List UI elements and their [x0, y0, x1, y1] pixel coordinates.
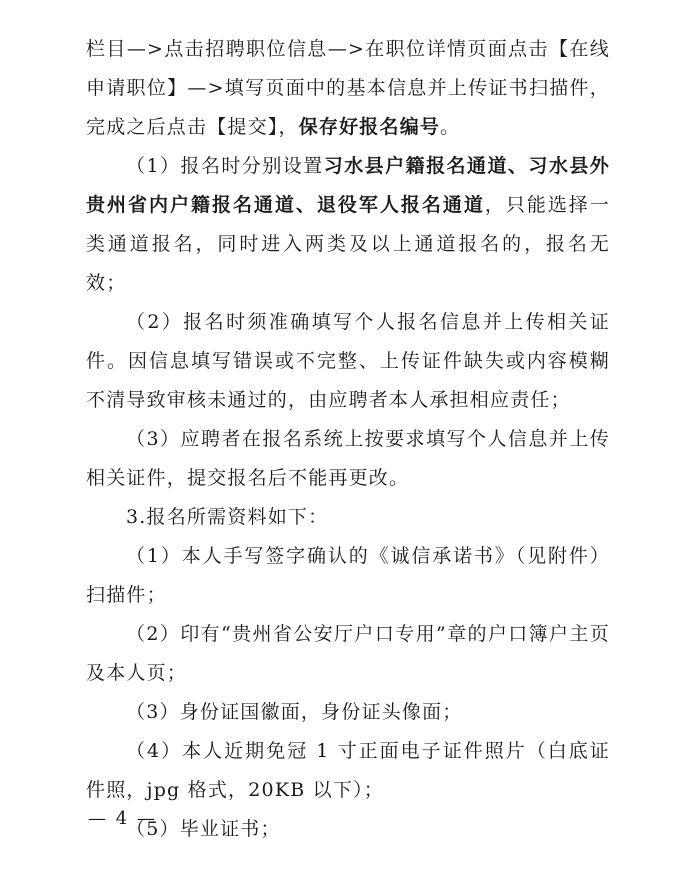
material-item-2-household-register: （2）印有“贵州省公安厅户口专用”章的户口簿户主页及本人页；: [86, 623, 610, 684]
page-number: — 4 —: [88, 808, 157, 829]
application-steps-text: 栏目—>点击招聘职位信息—>在职位详情页面点击【在线申请职位】—>填写页面中的基本信息并上传证书扫描件，完成之后点击【提交】，: [86, 38, 610, 138]
paragraph-item-3-no-changes: （3）应聘者在报名系统上按要求填写个人信息并上传相关证件，提交报名后不能再更改。: [86, 428, 610, 489]
channels-intro: （1）报名时分别设置: [126, 155, 324, 177]
section-heading-required-materials: 3.报名所需资料如下：: [126, 506, 329, 528]
paragraph-application-steps: [86, 30, 610, 147]
application-steps-end: 。: [440, 116, 461, 138]
paragraph-item-1-channels: [86, 147, 610, 303]
channels-rule: ，只能选择一类通道报名，同时进入两类及以上通道报名的，报名无效；: [86, 194, 610, 294]
material-item-3-id-card: （3）身份证国徽面，身份证头像面；: [126, 701, 463, 723]
material-item-5-diploma: （5）毕业证书；: [126, 818, 281, 840]
save-registration-number-note: 保存好报名编号: [298, 116, 441, 138]
material-item-4-photo: （4）本人近期免冠 1 寸正面电子证件照片（白底证件照，jpg 格式，20KB 以下）；: [86, 740, 610, 801]
material-item-1-integrity-pledge: （1）本人手写签字确认的《诚信承诺书》（见附件）扫描件；: [86, 545, 610, 606]
document-body: [86, 30, 610, 849]
channels-list: 习水县户籍报名通道、习水县外贵州省内户籍报名通道、退役军人报名通道: [86, 155, 610, 216]
paragraph-item-2-accuracy: （2）报名时须准确填写个人报名信息并上传相关证件。因信息填写错误或不完整、上传证件缺失或内容模糊不清导致审核未通过的，由应聘者本人承担相应责任；: [86, 311, 610, 411]
